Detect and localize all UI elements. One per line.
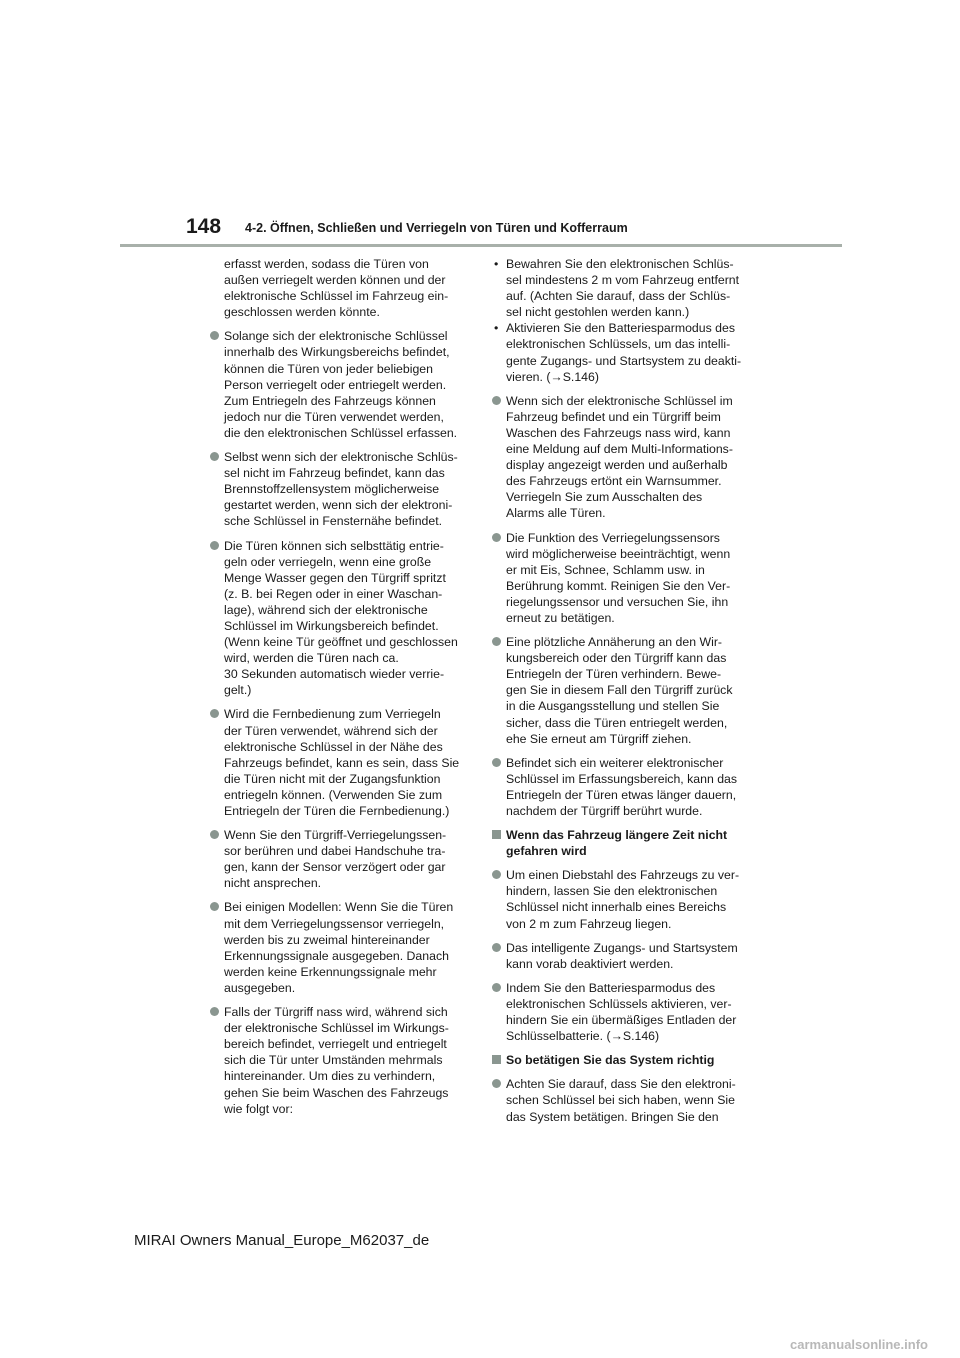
bullet-dot-icon xyxy=(492,396,501,405)
bullet-dot-icon xyxy=(492,943,501,952)
left-column xyxy=(210,256,468,1125)
sub-bullet-item xyxy=(492,320,750,384)
right-column xyxy=(492,256,750,1133)
small-bullet-icon: • xyxy=(494,321,499,336)
bullet-text: Falls der Türgriff nass wird, während sich der elektronische Schlüssel im Wirkungs- bereich befindet, verriegelt und entriegelt sich die Tür unter Umständen mehrmals hintereinander. Um dies zu verhindern, gehen Sie beim Waschen des Fahrzeugs wie folgt vor: xyxy=(224,1005,449,1116)
bullet-dot-icon xyxy=(210,830,219,839)
section-heading-text: So betätigen Sie das System richtig xyxy=(506,1053,715,1068)
small-bullet-icon: • xyxy=(494,257,499,271)
bullet-text: Um einen Diebstahl des Fahrzeugs zu ver- hindern, lassen Sie den elektronischen Schlüssel nicht innerhalb eines Bereichs von 2 m zum Fahrzeug liegen. xyxy=(506,868,740,931)
page-number: 148 xyxy=(186,215,222,238)
bullet-dot-icon xyxy=(210,452,219,461)
bullet-text: Die Türen können sich selbsttätig entrie- geln oder verriegeln, wenn eine große Menge Wasser gegen den Türgriff spritzt (z. B. bei Regen oder in einer Waschan- lage), während sich der elektronische Schlüssel im Wirkungsbereich befindet. (Wenn keine Tür geöffnet und geschlossen wird, werden die Türen nach ca. 30 Sekunden automatisch wieder verrie- gelt.) xyxy=(224,538,458,698)
bullet-text: Wenn Sie den Türgriff-Verriegelungssen- sor berühren und dabei Handschuhe tra- gen, kann der Sensor verzögert oder gar nicht ansprechen. xyxy=(224,828,447,891)
bullet-item xyxy=(492,1076,750,1124)
bullet-item xyxy=(210,449,468,529)
bullet-item xyxy=(492,755,750,819)
sub-bullet-item xyxy=(492,256,750,320)
continuation-text: erfasst werden, sodass die Türen von außen verriegelt werden können und der elektronische Schlüssel im Fahrzeug ein- geschlossen werden könnte. xyxy=(224,257,449,320)
bullet-text: Die Funktion des Verriegelungssensors wird möglicherweise beeinträchtigt, wenn er mit Eis, Schnee, Schlamm usw. in Berührung kommt. Reinigen Sie den Ver- riegelungssensor und versuchen Sie, ihn erneut zu betätigen. xyxy=(506,530,731,625)
bullet-text: Selbst wenn sich der elektronische Schlüs- sel nicht im Fahrzeug befindet, kann das Brennstoffzellensystem möglicherweise gestartet werden, wenn sich der elektroni- sche Schlüssel in Fensternähe befindet. xyxy=(224,450,458,529)
bullet-text: Indem Sie den Batteriesparmodus des elektronischen Schlüssels aktivieren, ver- hindern Sie ein übermäßiges Entladen der Schlüsselbatterie. (→S.146) xyxy=(506,980,737,1044)
bullet-item xyxy=(210,538,468,699)
bullet-dot-icon xyxy=(210,1007,219,1016)
bullet-text: Eine plötzliche Annäherung an den Wir- kungsbereich oder den Türgriff kann das Entriegeln der Türen verhindern. Bewe- gen Sie in diesem Fall den Türgriff zurück in die Ausgangsstellung und stellen Sie sicher, dass die Türen entriegelt werden, ehe Sie erneut am Türgriff ziehen. xyxy=(506,635,733,746)
bullet-dot-icon xyxy=(210,902,219,911)
bullet-item xyxy=(210,1004,468,1117)
bullet-item xyxy=(492,530,750,627)
bullet-dot-icon xyxy=(210,541,219,550)
bullet-item xyxy=(492,940,750,972)
footer-document-name: MIRAI Owners Manual_Europe_M62037_de xyxy=(134,1232,430,1249)
sub-bullet-text: Bewahren Sie den elektronischen Schlüs- sel mindestens 2 m vom Fahrzeug entfernt auf. (Achten Sie darauf, dass der Schlüs- sel nicht gestohlen werden kann.) xyxy=(506,257,740,320)
section-title: 4-2. Öffnen, Schließen und Verriegeln von Türen und Kofferraum xyxy=(245,221,628,235)
bullet-text: Das intelligente Zugangs- und Startsystem kann vorab deaktiviert werden. xyxy=(506,940,738,971)
bullet-text: Achten Sie darauf, dass Sie den elektroni- schen Schlüssel bei sich haben, wenn Sie das System betätigen. Bringen Sie den xyxy=(506,1077,736,1124)
bullet-dot-icon xyxy=(492,637,501,646)
bullet-dot-icon xyxy=(492,758,501,767)
watermark: carmanualsonline.info xyxy=(790,1337,928,1352)
section-heading-text: Wenn das Fahrzeug längere Zeit nicht gefahren wird xyxy=(506,828,728,859)
bullet-dot-icon xyxy=(492,533,501,542)
sub-bullet-text: Aktivieren Sie den Batteriesparmodus des elektronischen Schlüssels, um das intelli- gente Zugangs- und Startsystem zu deakti- vieren. (→S.146) xyxy=(506,321,742,384)
bullet-text: Bei einigen Modellen: Wenn Sie die Türen mit dem Verriegelungssensor verriegeln, werden bis zu zweimal hintereinander Erkennungssignale ausgegeben. Danach werden keine Erkennungssignale mehr ausgegeben. xyxy=(224,900,454,995)
bullet-text: Befindet sich ein weiterer elektronischer Schlüssel im Erfassungsbereich, kann das Entriegeln der Türen etwas länger dauern, nachdem der Türgriff berührt wurde. xyxy=(506,755,738,818)
bullet-item xyxy=(492,393,750,522)
bullet-text: Wird die Fernbedienung zum Verriegeln der Türen verwendet, während sich der elektronische Schlüssel in der Nähe des Fahrzeugs befindet, kann es sein, dass Sie die Türen nicht mit der Zugangsfunktion entriegeln können. (Verwenden Sie zum Entriegeln der Türen die Fernbedienung.) xyxy=(224,707,460,818)
sub-bullet-list xyxy=(492,256,750,385)
bullet-dot-icon xyxy=(210,331,219,340)
bullet-text: Solange sich der elektronische Schlüssel innerhalb des Wirkungsbereichs befindet, können die Türen von jeder beliebigen Person verriegelt oder entriegelt werden. Zum Entriegeln des Fahrzeugs können jedoch nur die Türen verwendet werden, die den elektronischen Schlüssel erfassen. xyxy=(224,329,458,440)
bullet-item xyxy=(210,827,468,891)
bullet-item xyxy=(492,980,750,1044)
bullet-dot-icon xyxy=(492,983,501,992)
bullet-item xyxy=(492,634,750,747)
bullet-item xyxy=(210,706,468,819)
square-bullet-icon xyxy=(492,830,501,839)
square-bullet-icon xyxy=(492,1055,501,1064)
bullet-item xyxy=(210,328,468,441)
section-heading xyxy=(492,827,750,859)
bullet-item xyxy=(492,867,750,931)
bullet-item xyxy=(210,899,468,996)
bullet-dot-icon xyxy=(492,1079,501,1088)
header-rule xyxy=(120,244,842,247)
bullet-dot-icon xyxy=(492,870,501,879)
section-heading xyxy=(492,1052,750,1068)
bullet-dot-icon xyxy=(210,709,219,718)
bullet-text: Wenn sich der elektronische Schlüssel im Fahrzeug befindet und ein Türgriff beim Waschen des Fahrzeugs nass wird, kann eine Meldung auf dem Multi-Informations- display angezeigt werden und außerhalb des Fahrzeugs ertönt ein Warnsummer. Verriegeln Sie zum Ausschalten des Alarms alle Türen. xyxy=(506,393,733,521)
